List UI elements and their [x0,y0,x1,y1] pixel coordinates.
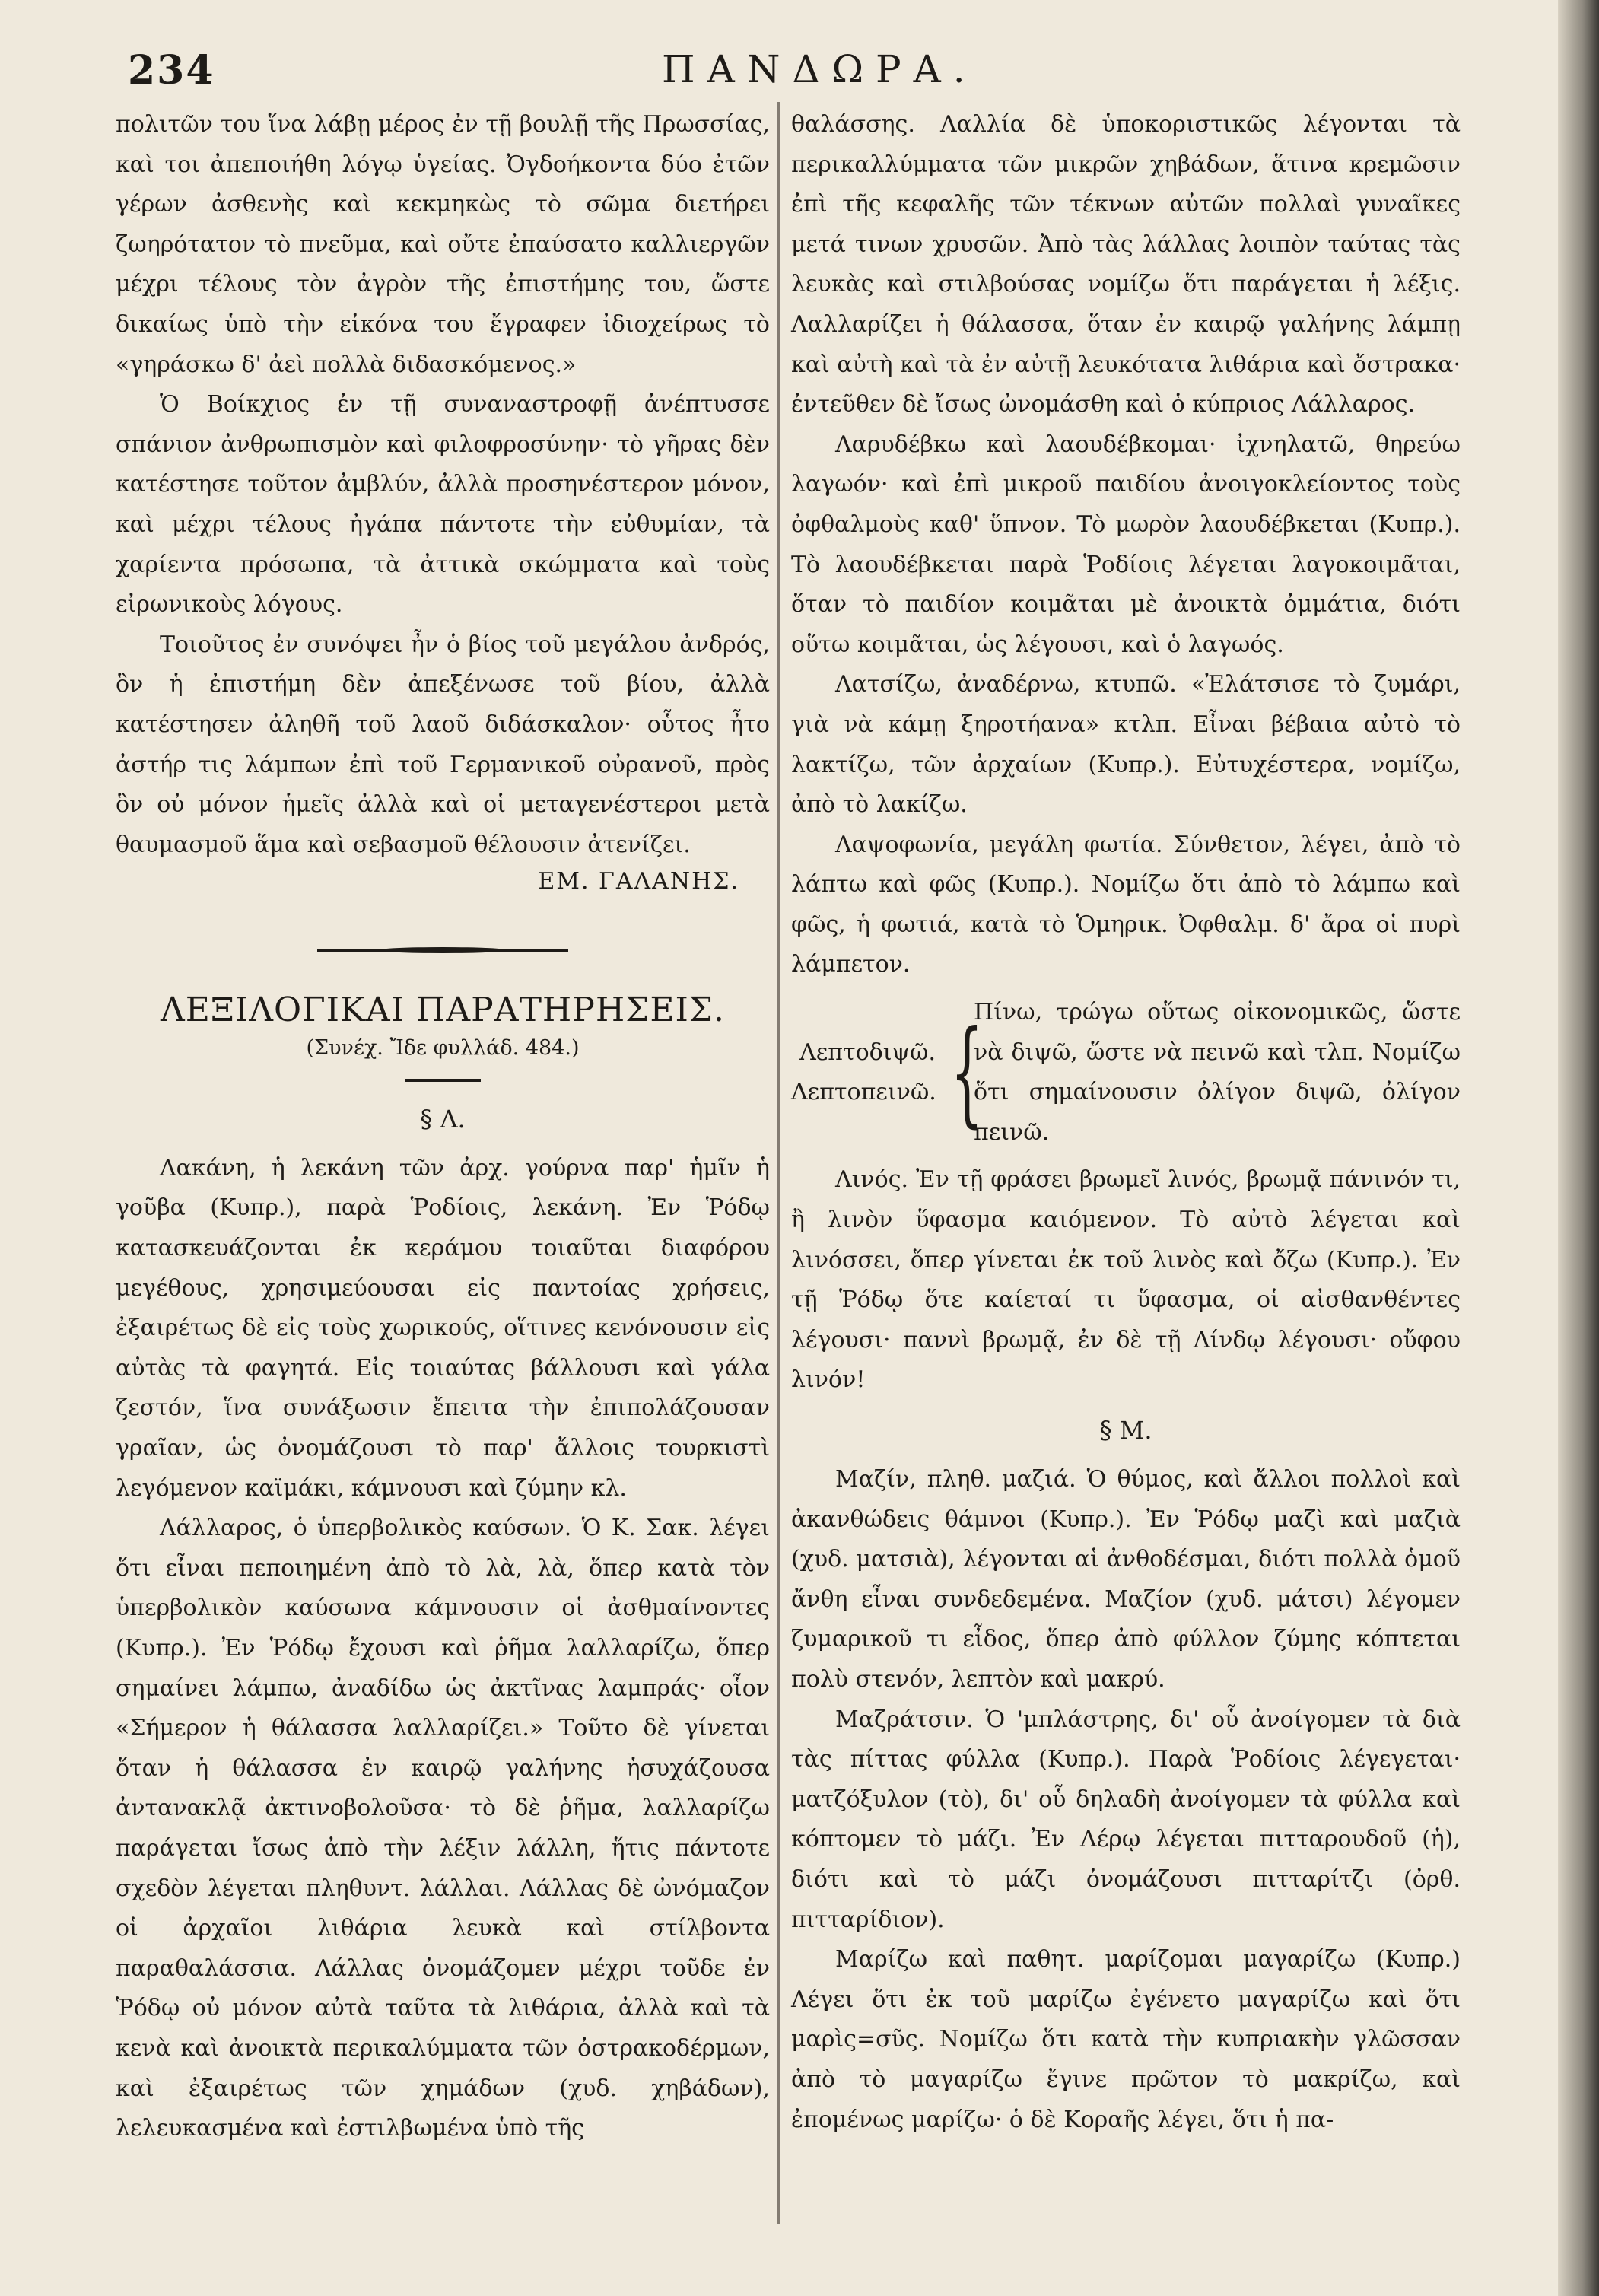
running-title: ΠΑΝΔΩΡΑ. [662,47,978,91]
author-signature: ΕΜ. ΓΑΛΑΝΗΣ. [538,868,739,895]
entry-paragraph: Λάλλαρος, ὁ ὑπερβολικὸς καύσων. Ὁ Κ. Σακ. λέγει ὅτι εἶναι πεποιημένη ἀπὸ τὸ λὰ, λὰ, ὅπερ κατὰ τὸν ὑπερβολικὸν καύσωνα κάμνουσιν οἱ ἀσθμαίνοντες (Κυπρ.). Ἐν Ῥόδῳ ἔχουσι καὶ ῥῆμα λαλλαρίζω, ὅπερ σημαίνει λάμπω, ἀναδίδω ὡς ἀκτῖνας λαμπράς· οἷον «Σήμερον ἡ θάλασσα λαλλαρίζει.» Τοῦτο δὲ γίνεται ὅταν ἡ θάλασσα ἐν καιρῷ γαλήνης ἡσυχάζουσα ἀντανακλᾷ ἀκτινοβολοῦσα· τὸ δὲ ῥῆμα, λαλλαρίζω παράγεται ἴσως ἀπὸ τὴν λέξιν λάλλη, ἥτις πάντοτε σχεδὸν λέγεται πληθυντ. λάλλαι. Λάλλας δὲ ὠνόμαζον οἱ ἀρχαῖοι λιθάρια λευκὰ καὶ στίλβοντα παραθαλάσσια. Λάλλας ὀνομάζομεν μέχρι τοῦδε ἐν Ῥόδῳ οὐ μόνον αὐτὰ ταῦτα τὰ λιθάρια, ἀλλὰ καὶ τὰ κενὰ καὶ ἀνοικτὰ περικαλύμματα τῶν ὀστρακοδέρμων, καὶ ἐξαιρέτως τῶν χημάδων (χυδ. χηβάδων), λελευκασμένα καὶ ἐστιλβωμένα ὑπὸ τῆς [116,1515,770,2142]
page-number: 234 [128,47,215,94]
brace-definition-wrap [974,993,1461,1153]
section-mark-mu: § Μ. [1099,1416,1152,1445]
short-rule [405,1079,481,1082]
paragraph: Ὁ Βοίκχιος ἐν τῇ συναναστροφῇ ἀνέπτυσσε σπάνιον ἀνθρωπισμὸν καὶ φιλοφροσύνην· τὸ γῆρας δὲν κατέστησε τοῦτον ἀμβλύν, ἀλλὰ προσηνέστερον μόνον, καὶ μέχρι τέλους ἠγάπα πάντοτε τὴν εὐθυμίαν, τὰ χαρίεντα πρόσωπα, τὰ ἀττικὰ σκώμματα καὶ τοὺς εἰρωνικοὺς λόγους. [116,391,770,619]
section-subtitle: (Συνέχ. Ἴδε φυλλάδ. 484.) [306,1035,580,1060]
entry-paragraph: Λατσίζω, ἀναδέρνω, κτυπῶ. «Ἐλάτσισε τὸ ζυμάρι, γιὰ νὰ κάμῃ ξηροτήανα» κτλπ. Εἶναι βέβαια αὐτὸ τὸ λακτίζω, τῶν ἀρχαίων (Κυπρ.). Εὐτυχέστερα, νομίζω, ἀπὸ τὸ λακίζω. [791,671,1461,819]
entry-paragraph: Λαψοφωνία, μεγάλη φωτία. Σύνθετον, λέγει, ἀπὸ τὸ λάπτω καὶ φῶς (Κυπρ.). Νομίζω ὅτι ἀπὸ τὸ λάμπω καὶ φῶς, ἡ φωτιά, κατὰ τὸ Ὁμηρικ. Ὀφθαλμ. δ' ἄρα οἱ πυρὶ λάμπετον. [791,831,1461,978]
brace-terms [791,1033,942,1113]
paragraph: Τοιοῦτος ἐν συνόψει ἦν ὁ βίος τοῦ μεγάλου ἀνδρός, ὃν ἡ ἐπιστήμη δὲν ἀπεξένωσε τοῦ βίου, ἀλλὰ κατέστησεν ἀληθῆ τοῦ λαοῦ διδάσκαλον· οὗτος ἦτο ἀστήρ τις λάμπων ἐπὶ τοῦ Γερμανικοῦ οὐρανοῦ, πρὸς ὃν οὐ μόνον ἡμεῖς ἀλλὰ καὶ οἱ μεταγενέστεροι μετὰ θαυμασμοῦ ἅμα καὶ σεβασμοῦ θέλουσιν ἀτενίζει. [116,631,770,858]
section-title: ΛΕΞΙΛΟΓΙΚΑΙ ΠΑΡΑΤΗΡΗΣΕΙΣ. [161,990,725,1029]
paragraph: πολιτῶν του ἵνα λάβῃ μέρος ἐν τῇ βουλῇ τῆς Πρωσσίας, καὶ τοι ἀπεποιήθη λόγῳ ὑγείας. Ὀγδοήκοντα δύο ἐτῶν γέρων ἀσθενὴς καὶ κεκμηκὼς τὸ σῶμα διετήρει ζωηρότατον τὸ πνεῦμα, καὶ οὔτε ἐπαύσατο καλλιεργῶν μέχρι τέλους τὸν ἀγρὸν τῆς ἐπιστήμης του, ὥστε δικαίως ὑπὸ τὴν εἰκόνα του ἔγραφεν ἰδιοχείρως τὸ «γηράσκω δ' ἀεὶ πολλὰ διδασκόμενος.» [116,111,770,378]
brace-term: Λεπτοπεινῶ. [791,1079,936,1106]
entry-paragraph: Μαζίν, πληθ. μαζιά. Ὁ θύμος, καὶ ἄλλοι πολλοὶ καὶ ἀκανθώδεις θάμνοι (Κυπρ.). Ἐν Ῥόδῳ μαζὶ καὶ μαζιὰ (χυδ. ματσιὰ), λέγονται αἱ ἀνθοδέσμαι, διότι πολλὰ ὁμοῦ ἄνθη εἶναι συνδεδεμένα. Μαζίον (χυδ. μάτσι) λέγομεν ζυμαρικοῦ τι εἶδος, ὅπερ ἀπὸ φύλλον ζύμης κόπτεται πολὺ στενόν, λεπτὸν καὶ μακρύ. [791,1466,1461,1693]
right-column [791,105,1461,2140]
left-column [116,105,770,2149]
page-edge-shadow [1558,0,1599,2296]
curly-brace-icon: { [950,1006,984,1140]
brace-entry [791,993,1461,1153]
column-divider [777,102,780,2224]
brace-definition: Πίνω, τρώγω οὕτως οἰκονομικῶς, ὥστε νὰ διψῶ, ὥστε νὰ πεινῶ καὶ τλπ. Νομίζω ὅτι σημαίνουσιν ὀλίγον διψῶ, ὀλίγον πεινῶ. [974,999,1461,1146]
entry-paragraph: Μαζράτσιν. Ὁ 'μπλάστρης, δι' οὗ ἀνοίγομεν τὰ διὰ τὰς πίττας φύλλα (Κυπρ.). Παρὰ Ῥοδίοις λέγεγεται· ματζόξυλον (τὸ), δι' οὗ δηλαδὴ ἀνοίγομεν τὰ φύλλα καὶ κόπτομεν τὸ μάζι. Ἐν Λέρῳ λέγεται πιτταρουδοῦ (ἡ), διότι καὶ τὸ μάζι ὀνομάζουσι πιτταρίτζι (ὀρθ. πιτταρίδιον). [791,1706,1461,1933]
entry-paragraph: Μαρίζω καὶ παθητ. μαρίζομαι μαγαρίζω (Κυπρ.) Λέγει ὅτι ἐκ τοῦ μαρίζω ἐγένετο μαγαρίζω καὶ ὅτι μαρὶς=σῦς. Νομίζω ὅτι κατὰ τὴν κυπριακὴν γλῶσσαν ἀπὸ τὸ μαγαρίζω ἔγινε πρῶτον τὸ μακρίζω, καὶ ἐπομένως μαρίζω· ὁ δὲ Κοραῆς λέγει, ὅτι ἡ πα- [791,1946,1461,2133]
paragraph: θαλάσσης. Λαλλία δὲ ὑποκοριστικῶς λέγονται τὰ περικαλλύμματα τῶν μικρῶν χηβάδων, ἅτινα κρεμῶσιν ἐπὶ τῆς κεφαλῆς τῶν τέκνων αὐτῶν πολλαὶ γυναῖκες μετά τινων χρυσῶν. Ἀπὸ τὰς λάλλας λοιπὸν ταύτας τὰς λευκὰς καὶ στιλβούσας νομίζω ὅτι παράγεται ἡ λέξις. Λαλλαρίζει ἡ θάλασσα, ὅταν ἐν καιρῷ γαλήνης λάμπῃ καὶ αὐτὴ καὶ τὰ ἐν αὐτῇ λευκότατα λιθάρια καὶ ὄστρακα· ἐντεῦθεν δὲ ἴσως ὠνομάσθη καὶ ὁ κύπριος Λάλλαρος. [791,111,1461,418]
section-mark-lambda: § Λ. [420,1104,466,1134]
brace-term: Λεπτοδιψῶ. [800,1038,936,1066]
entry-paragraph: Λαρυδέβκω καὶ λαουδέβκομαι· ἰχνηλατῶ, θηρεύω λαγωόν· καὶ ἐπὶ μικροῦ παιδίου ἀνοιγοκλείοντος τοὺς ὀφθαλμοὺς καθ' ὕπνον. Τὸ μωρὸν λαουδέβκεται (Κυπρ.). Τὸ λαουδέβκεται παρὰ Ῥοδίοις λέγεται λαγοκοιμᾶται, ὅταν τὸ παιδίον κοιμᾶται μὲ ἀνοικτὰ ὀμμάτια, διότι οὕτω κοιμᾶται, ὡς λέγουσι, καὶ ὁ λαγωός. [791,431,1461,658]
ornamental-divider [317,946,568,954]
entry-paragraph: Λινός. Ἐν τῇ φράσει βρωμεῖ λινός, βρωμᾷ πάνινόν τι, ἢ λινὸν ὕφασμα καιόμενον. Τὸ αὐτὸ λέγεται καὶ λινόσσει, ὅπερ γίνεται ἐκ τοῦ λινὸς καὶ ὄζω (Κυπρ.). Ἐν τῇ Ῥόδῳ ὅτε καίεταί τι ὕφασμα, οἱ αἰσθανθέντες λέγουσι· παννὶ βρωμᾷ, ἐν δὲ τῇ Λίνδῳ λέγουσι· οὔφου λινόν! [791,1166,1461,1394]
entry-paragraph: Λακάνη, ἡ λεκάνη τῶν ἀρχ. γούρνα παρ' ἡμῖν ἡ γοῦβα (Κυπρ.), παρὰ Ῥοδίοις, λεκάνη. Ἐν Ῥόδῳ κατασκευάζονται ἐκ κεράμου τοιαῦται διαφόρου μεγέθους, χρησιμεύουσαι εἰς παντοίας χρήσεις, ἐξαιρέτως δὲ εἰς τοὺς χωρικούς, οἵτινες κενόνουσιν εἰς αὐτὰς τὰ φαγητά. Εἰς τοιαύτας βάλλουσι καὶ γάλα ζεστόν, ἵνα συνάξωσιν ἔπειτα τὴν ἐπιπολάζουσαν γραῖαν, ὡς ὀνομάζουσι τὸ παρ' ἄλλοις τουρκιστὶ λεγόμενον καϊμάκι, κάμνουσι καὶ ζύμην κλ. [116,1154,770,1502]
